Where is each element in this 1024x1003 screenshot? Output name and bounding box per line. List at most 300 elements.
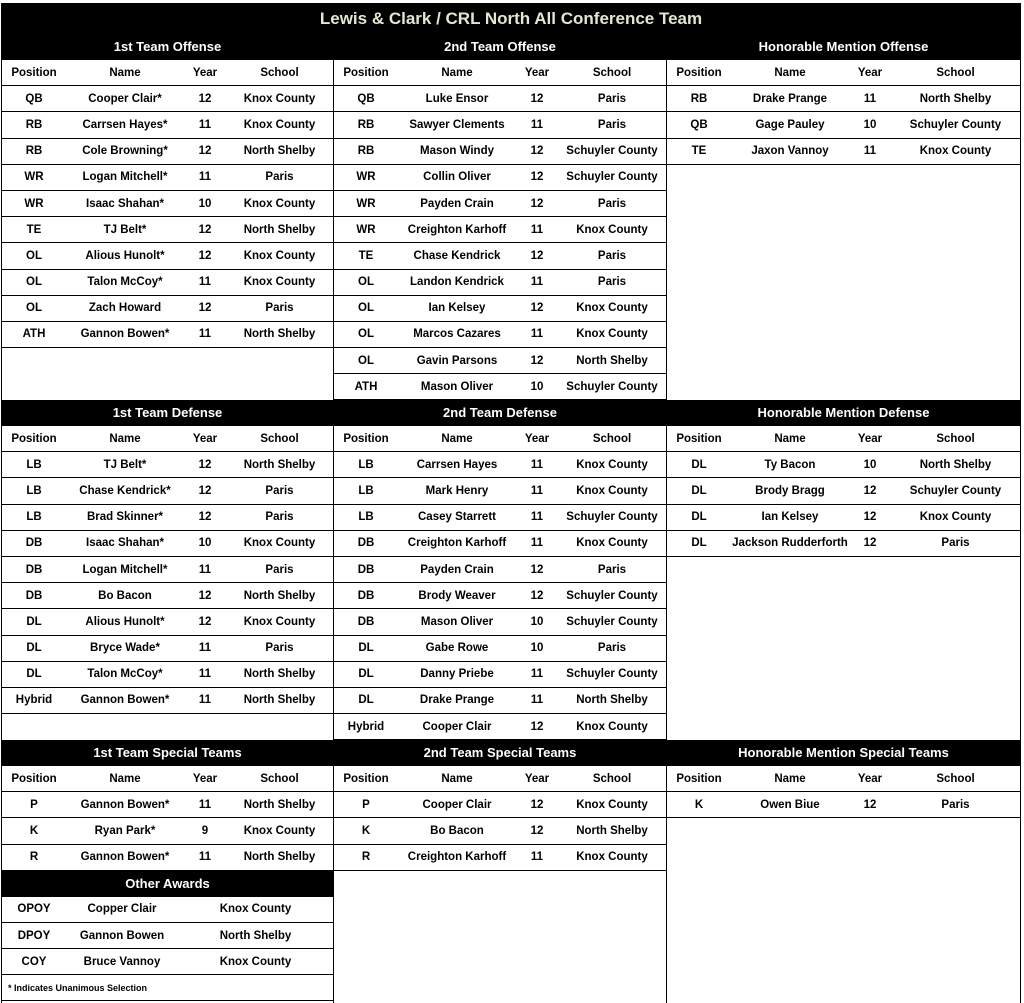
cell-school: Paris xyxy=(265,511,294,524)
cell-name: Gabe Rowe xyxy=(425,642,489,655)
column-header-position: Position xyxy=(343,772,389,785)
cell-award: COY xyxy=(21,955,47,968)
column-header-year: Year xyxy=(857,772,883,785)
cell-position: DB xyxy=(25,563,43,576)
cell-year: 10 xyxy=(863,118,877,131)
cell-year: 12 xyxy=(530,563,544,576)
cell-year: 11 xyxy=(530,537,544,550)
cell-year: 12 xyxy=(198,92,212,105)
cell-year: 11 xyxy=(863,92,877,105)
cell-name: Brad Skinner* xyxy=(86,511,164,524)
cell-school: Paris xyxy=(597,249,627,262)
cell-name: Bryce Wade* xyxy=(90,642,160,655)
table-row xyxy=(334,217,666,243)
table-row xyxy=(667,112,1020,138)
cell-school: Schuyler County xyxy=(566,171,658,184)
cell-name: TJ Belt* xyxy=(103,458,147,471)
column-header-year: Year xyxy=(857,432,883,445)
column-header-row xyxy=(2,60,333,86)
cell-name: Ty Bacon xyxy=(764,458,816,471)
table-row xyxy=(667,531,1020,557)
cell-year: 12 xyxy=(198,223,212,236)
cell-name: Drake Prange xyxy=(752,92,828,105)
cell-position: DL xyxy=(691,511,707,524)
cell-name: Isaac Shahan* xyxy=(86,197,164,210)
cell-name: Brody Weaver xyxy=(418,589,496,602)
cell-year: 12 xyxy=(198,615,212,628)
cell-position: DL xyxy=(691,458,707,471)
cell-school: North Shelby xyxy=(243,589,316,602)
section-header: 1st Team Defense xyxy=(2,400,333,426)
table-row xyxy=(2,557,333,583)
cell-position: OL xyxy=(358,328,374,341)
cell-year: 12 xyxy=(530,197,544,210)
cell-year: 12 xyxy=(198,145,212,158)
table-row xyxy=(2,86,333,112)
cell-position: P xyxy=(30,798,38,811)
column-header-name: Name xyxy=(774,66,806,79)
cell-year: 12 xyxy=(863,484,877,497)
table-row xyxy=(334,452,666,478)
column-header-name: Name xyxy=(109,432,141,445)
cell-year: 11 xyxy=(198,328,212,341)
column-header-row xyxy=(334,426,666,452)
cell-name: Carrsen Hayes xyxy=(416,458,498,471)
cell-year: 11 xyxy=(530,118,544,131)
cell-position: LB xyxy=(26,458,42,471)
cell-name: Mason Windy xyxy=(419,145,494,158)
cell-school: Knox County xyxy=(243,537,316,550)
cell-school: Paris xyxy=(941,537,970,550)
column-header-year: Year xyxy=(192,772,218,785)
column-header-position: Position xyxy=(343,66,389,79)
table-row xyxy=(2,662,333,688)
page-title: Lewis & Clark / CRL North All Conference Team xyxy=(1,3,1021,34)
cell-school: Paris xyxy=(265,171,294,184)
1st-team-special-teams-panel xyxy=(1,740,334,1003)
table-row xyxy=(334,662,666,688)
cell-school: Knox County xyxy=(243,118,316,131)
cell-school: North Shelby xyxy=(243,851,316,864)
table-row xyxy=(2,139,333,165)
cell-name: Landon Kendrick xyxy=(410,276,504,289)
cell-position: LB xyxy=(26,511,42,524)
honorable-mention-special-teams-panel xyxy=(667,740,1021,1003)
cell-school: Paris xyxy=(597,197,627,210)
honorable-mention-defense-panel xyxy=(667,400,1021,740)
section-header: 2nd Team Special Teams xyxy=(334,740,666,766)
cell-position: OL xyxy=(358,354,374,367)
cell-position: TE xyxy=(358,249,374,262)
cell-name: Mason Oliver xyxy=(420,380,494,393)
cell-position: Hybrid xyxy=(347,720,385,733)
cell-name: Casey Starrett xyxy=(418,511,496,524)
cell-position: R xyxy=(29,851,39,864)
cell-year: 11 xyxy=(198,563,212,576)
cell-year: 12 xyxy=(530,302,544,315)
cell-school: Knox County xyxy=(576,223,648,236)
cell-year: 10 xyxy=(198,197,212,210)
table-row xyxy=(334,688,666,714)
cell-position: WR xyxy=(356,171,376,184)
table-row xyxy=(2,818,333,844)
cell-name: Brody Bragg xyxy=(755,484,825,497)
cell-school: Paris xyxy=(941,798,970,811)
cell-school: Knox County xyxy=(919,511,992,524)
cell-name: Gannon Bowen* xyxy=(80,694,170,707)
cell-year: 12 xyxy=(530,249,544,262)
column-header-school: School xyxy=(260,432,299,445)
cell-name: Logan Mitchell* xyxy=(82,171,168,184)
column-header-name: Name xyxy=(109,66,141,79)
table-row xyxy=(2,609,333,635)
cell-name: Mason Oliver xyxy=(420,615,494,628)
cell-school: Knox County xyxy=(576,720,648,733)
column-header-name: Name xyxy=(441,772,473,785)
cell-school: Knox County xyxy=(919,145,992,158)
cell-position: LB xyxy=(26,484,42,497)
cell-year: 11 xyxy=(530,668,544,681)
other-awards xyxy=(2,871,333,1002)
cell-position: WR xyxy=(24,197,44,210)
1st-team-offense-panel xyxy=(1,34,334,400)
table-row xyxy=(2,688,333,714)
cell-name: Creighton Karhoff xyxy=(407,537,507,550)
table-row xyxy=(2,505,333,531)
cell-school: Schuyler County xyxy=(909,484,1002,497)
cell-school: North Shelby xyxy=(576,824,648,837)
cell-school: Knox County xyxy=(576,458,648,471)
cell-year: 11 xyxy=(863,145,877,158)
cell-name: Payden Crain xyxy=(420,197,494,210)
cell-name: Carrsen Hayes* xyxy=(82,118,168,131)
column-header-school: School xyxy=(260,66,299,79)
table-row xyxy=(334,112,666,138)
cell-school: Paris xyxy=(265,642,294,655)
cell-position: K xyxy=(361,824,371,837)
cell-year: 12 xyxy=(198,249,212,262)
cell-name: Gannon Bowen* xyxy=(80,798,170,811)
cell-school: Paris xyxy=(265,563,294,576)
cell-name: Owen Biue xyxy=(760,798,820,811)
cell-award: OPOY xyxy=(17,903,51,916)
cell-school: North Shelby xyxy=(243,668,316,681)
cell-school: North Shelby xyxy=(243,328,316,341)
2nd-team-special-teams-panel xyxy=(334,740,667,1003)
column-header-year: Year xyxy=(192,66,218,79)
table-row xyxy=(667,792,1020,818)
cell-school: Knox County xyxy=(576,302,648,315)
cell-name: Logan Mitchell* xyxy=(82,563,168,576)
award-row xyxy=(2,897,333,923)
cell-year: 12 xyxy=(530,798,544,811)
cell-position: DL xyxy=(26,642,42,655)
column-header-school: School xyxy=(592,772,632,785)
cell-position: Hybrid xyxy=(15,694,53,707)
cell-school: Knox County xyxy=(243,824,316,837)
cell-name: Chase Kendrick xyxy=(413,249,501,262)
cell-year: 11 xyxy=(530,328,544,341)
cell-school: Schuyler County xyxy=(566,615,658,628)
cell-position: DB xyxy=(357,615,375,628)
cell-school: North Shelby xyxy=(243,223,316,236)
column-header-position: Position xyxy=(676,772,722,785)
cell-year: 12 xyxy=(530,589,544,602)
cell-name: Gannon Bowen* xyxy=(80,851,170,864)
cell-position: P xyxy=(362,798,370,811)
cell-year: 12 xyxy=(198,302,212,315)
column-header-year: Year xyxy=(524,432,550,445)
award-row xyxy=(2,949,333,975)
defense-band xyxy=(1,400,1021,740)
cell-school: Schuyler County xyxy=(566,668,658,681)
cell-year: 12 xyxy=(198,484,212,497)
cell-name: Ian Kelsey xyxy=(761,511,819,524)
table-row xyxy=(2,243,333,269)
cell-position: RB xyxy=(357,145,375,158)
table-row xyxy=(2,270,333,296)
cell-name: Jackson Rudderforth xyxy=(732,537,848,550)
cell-year: 11 xyxy=(198,118,212,131)
cell-year: 12 xyxy=(863,511,877,524)
column-header-school: School xyxy=(936,772,975,785)
section-header: 2nd Team Offense xyxy=(334,34,666,60)
column-header-row xyxy=(334,766,666,792)
cell-school: North Shelby xyxy=(576,354,648,367)
cell-year: 11 xyxy=(198,642,212,655)
column-header-position: Position xyxy=(676,432,722,445)
cell-name: Bruce Vannoy xyxy=(83,955,161,968)
table-row xyxy=(2,478,333,504)
column-header-position: Position xyxy=(11,66,57,79)
table-row xyxy=(2,792,333,818)
cell-name: Drake Prange xyxy=(419,694,495,707)
column-header-name: Name xyxy=(441,432,473,445)
cell-year: 11 xyxy=(530,223,544,236)
other-awards-header: Other Awards xyxy=(2,871,333,897)
cell-school: Knox County xyxy=(243,615,316,628)
cell-school: Paris xyxy=(597,642,627,655)
cell-school: Knox County xyxy=(576,328,648,341)
cell-position: OL xyxy=(26,249,42,262)
cell-school: Knox County xyxy=(576,484,648,497)
cell-award: DPOY xyxy=(17,929,51,942)
cell-year: 11 xyxy=(198,276,212,289)
cell-position: ATH xyxy=(22,328,46,341)
cell-name: Copper Clair xyxy=(87,903,157,916)
table-row xyxy=(334,374,666,400)
cell-name: Ian Kelsey xyxy=(428,302,486,315)
cell-year: 11 xyxy=(530,511,544,524)
table-row xyxy=(334,322,666,348)
cell-name: Gannon Bowen* xyxy=(80,328,170,341)
cell-year: 10 xyxy=(863,458,877,471)
table-row xyxy=(334,845,666,871)
column-header-school: School xyxy=(936,66,975,79)
cell-school: North Shelby xyxy=(919,92,992,105)
cell-year: 9 xyxy=(201,824,209,837)
cell-position: QB xyxy=(25,92,43,105)
table-row xyxy=(334,191,666,217)
section-header: Honorable Mention Special Teams xyxy=(667,740,1020,766)
cell-year: 11 xyxy=(530,484,544,497)
cell-year: 12 xyxy=(863,537,877,550)
cell-name: TJ Belt* xyxy=(103,223,147,236)
cell-school: North Shelby xyxy=(576,694,648,707)
cell-school: North Shelby xyxy=(919,458,992,471)
cell-school: Schuyler County xyxy=(909,118,1002,131)
cell-year: 11 xyxy=(530,694,544,707)
cell-school: Knox County xyxy=(576,851,648,864)
table-row xyxy=(2,845,333,871)
table-row xyxy=(2,531,333,557)
table-row xyxy=(334,478,666,504)
cell-school: Knox County xyxy=(576,798,648,811)
cell-school: North Shelby xyxy=(243,798,316,811)
table-row xyxy=(334,348,666,374)
column-header-position: Position xyxy=(676,66,722,79)
table-row xyxy=(667,452,1020,478)
cell-school: Schuyler County xyxy=(566,145,658,158)
table-row xyxy=(2,217,333,243)
cell-name: Gage Pauley xyxy=(755,118,825,131)
cell-year: 11 xyxy=(198,798,212,811)
column-header-name: Name xyxy=(774,772,806,785)
cell-school: Paris xyxy=(597,276,627,289)
cell-position: RB xyxy=(25,145,43,158)
cell-position: R xyxy=(361,851,371,864)
cell-school: Schuyler County xyxy=(566,380,658,393)
section-header: 2nd Team Defense xyxy=(334,400,666,426)
cell-position: OL xyxy=(358,302,374,315)
section-header: 1st Team Special Teams xyxy=(2,740,333,766)
table-row xyxy=(334,609,666,635)
cell-name: Danny Priebe xyxy=(420,668,494,681)
cell-position: DB xyxy=(25,589,43,602)
column-header-school: School xyxy=(592,432,632,445)
cell-school: Knox County xyxy=(219,955,292,968)
cell-school: Paris xyxy=(597,563,627,576)
table-row xyxy=(667,505,1020,531)
table-row xyxy=(2,583,333,609)
cell-school: Knox County xyxy=(243,249,316,262)
cell-school: Paris xyxy=(265,302,294,315)
cell-position: WR xyxy=(356,223,376,236)
cell-name: Talon McCoy* xyxy=(87,276,163,289)
cell-position: K xyxy=(694,798,704,811)
table-row xyxy=(334,557,666,583)
column-header-position: Position xyxy=(343,432,389,445)
cell-year: 11 xyxy=(198,668,212,681)
cell-position: QB xyxy=(357,92,375,105)
cell-position: QB xyxy=(690,118,708,131)
section-header: Honorable Mention Offense xyxy=(667,34,1020,60)
cell-name: Alious Hunolt* xyxy=(85,615,165,628)
column-header-position: Position xyxy=(11,772,57,785)
table-row xyxy=(2,296,333,322)
cell-position: DL xyxy=(691,484,707,497)
cell-position: K xyxy=(29,824,39,837)
cell-name: Gavin Parsons xyxy=(416,354,498,367)
column-header-name: Name xyxy=(774,432,806,445)
cell-school: Paris xyxy=(265,484,294,497)
column-header-row xyxy=(334,60,666,86)
cell-year: 11 xyxy=(198,851,212,864)
cell-year: 10 xyxy=(530,380,544,393)
cell-name: Creighton Karhoff xyxy=(407,851,507,864)
cell-name: Alious Hunolt* xyxy=(85,249,165,262)
column-header-year: Year xyxy=(524,772,550,785)
cell-school: North Shelby xyxy=(243,694,316,707)
cell-school: Paris xyxy=(597,92,627,105)
cell-year: 11 xyxy=(198,171,212,184)
cell-school: Schuyler County xyxy=(566,589,658,602)
cell-position: DL xyxy=(358,668,374,681)
cell-name: Collin Oliver xyxy=(423,171,491,184)
table-row xyxy=(334,165,666,191)
cell-position: OL xyxy=(358,276,374,289)
cell-name: Marcos Cazares xyxy=(413,328,501,341)
cell-position: DB xyxy=(357,563,375,576)
cell-position: LB xyxy=(358,484,374,497)
cell-year: 10 xyxy=(198,537,212,550)
unanimous-note: * Indicates Unanimous Selection xyxy=(2,975,333,1001)
column-header-school: School xyxy=(592,66,632,79)
cell-year: 12 xyxy=(530,720,544,733)
cell-position: RB xyxy=(357,118,375,131)
cell-name: Ryan Park* xyxy=(94,824,156,837)
cell-position: DL xyxy=(358,694,374,707)
table-row xyxy=(667,139,1020,165)
cell-name: Gannon Bowen xyxy=(79,929,165,942)
cell-year: 12 xyxy=(530,354,544,367)
column-header-row xyxy=(667,426,1020,452)
cell-school: North Shelby xyxy=(243,458,316,471)
cell-school: North Shelby xyxy=(219,929,292,942)
table-row xyxy=(2,452,333,478)
cell-position: LB xyxy=(358,511,374,524)
cell-name: Mark Henry xyxy=(425,484,489,497)
table-row xyxy=(2,322,333,348)
cell-name: Payden Crain xyxy=(420,563,494,576)
cell-position: RB xyxy=(25,118,43,131)
table-row xyxy=(2,191,333,217)
column-header-school: School xyxy=(260,772,299,785)
cell-school: Schuyler County xyxy=(566,511,658,524)
table-row xyxy=(334,505,666,531)
column-header-year: Year xyxy=(192,432,218,445)
cell-school: Knox County xyxy=(576,537,648,550)
table-row xyxy=(334,792,666,818)
section-header: Honorable Mention Defense xyxy=(667,400,1020,426)
cell-year: 11 xyxy=(198,694,212,707)
cell-year: 10 xyxy=(530,642,544,655)
cell-position: DB xyxy=(357,537,375,550)
cell-name: Sawyer Clements xyxy=(409,118,505,131)
cell-name: Isaac Shahan* xyxy=(86,537,164,550)
cell-name: Cooper Clair* xyxy=(88,92,162,105)
cell-position: TE xyxy=(691,145,707,158)
table-row xyxy=(334,583,666,609)
award-row xyxy=(2,923,333,949)
cell-name: Bo Bacon xyxy=(430,824,484,837)
table-row xyxy=(334,818,666,844)
column-header-year: Year xyxy=(857,66,883,79)
offense-band xyxy=(1,34,1021,400)
2nd-team-offense-panel xyxy=(334,34,667,400)
section-header: 1st Team Offense xyxy=(2,34,333,60)
cell-name: Jaxon Vannoy xyxy=(751,145,829,158)
